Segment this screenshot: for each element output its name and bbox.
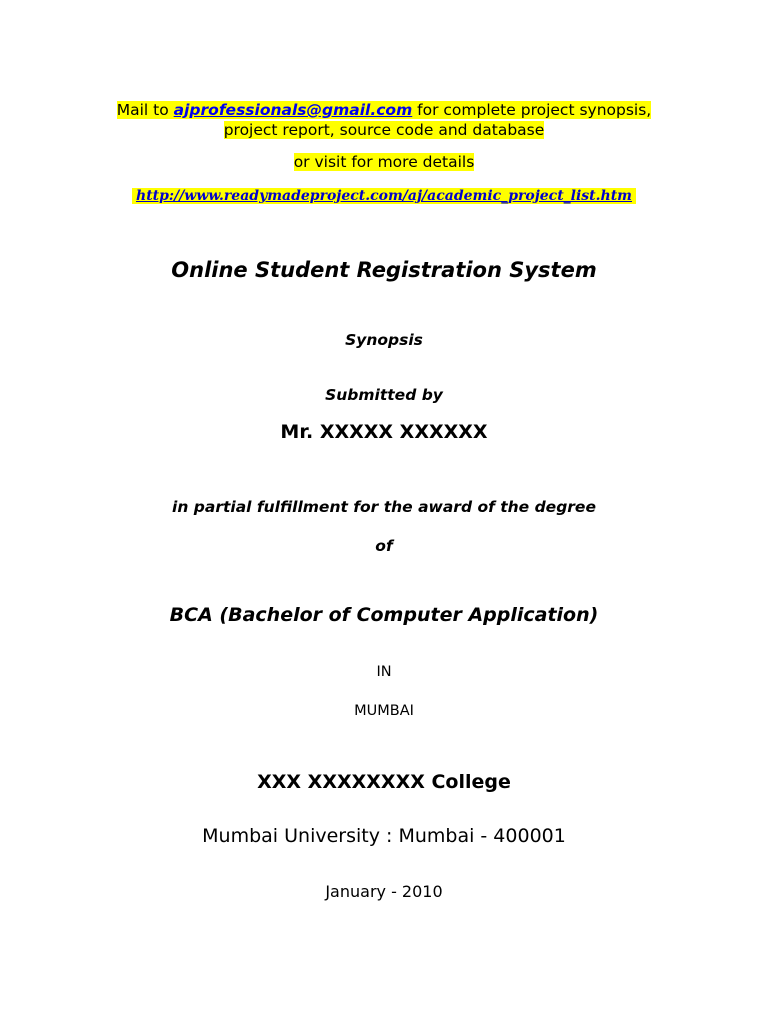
document-type: Synopsis [345,331,423,349]
mail-line-2-text: project report, source code and database [223,121,545,139]
document-title: Online Student Registration System [171,258,597,282]
university-line: Mumbai University : Mumbai - 400001 [202,825,566,847]
mail-highlight [117,101,651,119]
in-text: IN [376,664,392,680]
visit-line [0,152,768,172]
mail-line-2 [0,120,768,140]
degree-name: BCA (Bachelor of Computer Application) [169,604,599,626]
submission-date: January - 2010 [325,882,443,901]
of-text: of [375,537,393,555]
mail-prefix: Mail to [116,101,174,119]
project-list-link[interactable]: http://www.readymadeproject.com/aj/academic_project_list.htm [136,188,632,204]
mail-line [0,100,768,120]
visit-text: or visit for more details [293,153,475,171]
city-name: MUMBAI [354,703,414,719]
url-highlight [132,188,636,204]
submitted-by-label: Submitted by [325,386,443,404]
mail-suffix: for complete project synopsis, [412,101,652,119]
fulfillment-text: in partial fulfillment for the award of the degree [172,498,596,516]
email-link[interactable]: ajprofessionals@gmail.com [173,101,413,119]
url-line [0,186,768,206]
college-name: XXX XXXXXXXX College [257,771,511,793]
student-name: Mr. XXXXX XXXXXX [280,421,488,443]
